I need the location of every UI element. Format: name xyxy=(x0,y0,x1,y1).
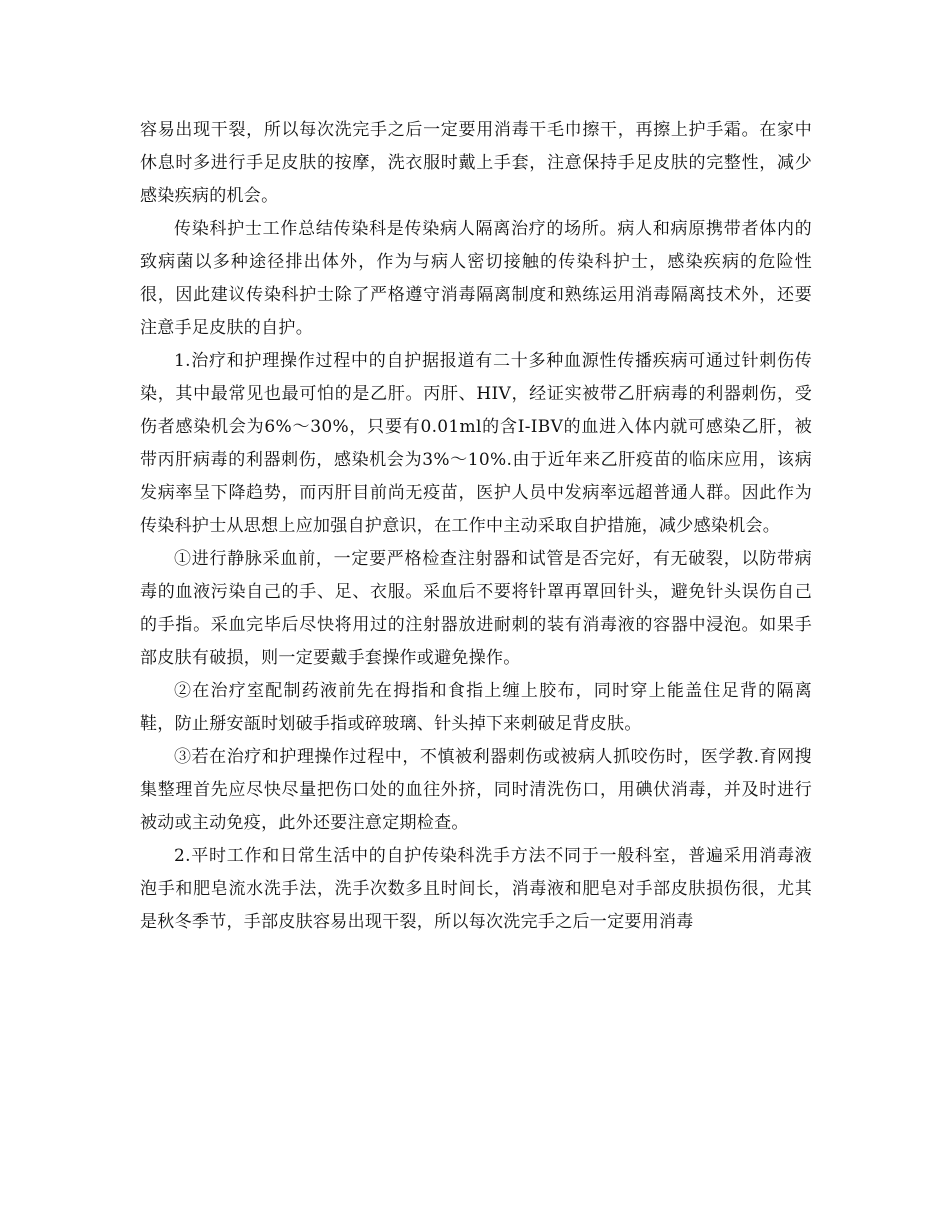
paragraph-1: 容易出现干裂，所以每次洗完手之后一定要用消毒干毛巾擦干，再擦上护手霜。在家中休息时多进行手足皮肤的按摩，洗衣服时戴上手套，注意保持手足皮肤的完整性，减少感染疾病的机会。 xyxy=(140,120,812,206)
paragraph-2: 传染科护士工作总结传染科是传染病人隔离治疗的场所。病人和病原携带者体内的致病菌以多种途径排出体外，作为与病人密切接触的传染科护士，感染疾病的危险性很，因此建议传染科护士除了严格遵守消毒隔离制度和熟练运用消毒隔离技术外，还要注意手足皮肤的自护。 xyxy=(140,219,812,338)
paragraph-7: 2.平时工作和日常生活中的自护传染科洗手方法不同于一般科室，普遍采用消毒液泡手和肥皂流水洗手法，洗手次数多且时间长，消毒液和肥皂对手部皮肤损伤很，尤其是秋冬季节，手部皮肤容易出现干裂，所以每次洗完手之后一定要用消毒 xyxy=(140,846,812,932)
document-body xyxy=(140,114,812,939)
paragraph-3: 1.治疗和护理操作过程中的自护据报道有二十多种血源性传播疾病可通过针刺伤传染，其中最常见也最可怕的是乙肝。丙肝、HIV，经证实被带乙肝病毒的利器刺伤，受伤者感染机会为6%～30%，只要有0.01ml的含I-IBV的血进入体内就可感染乙肝，被带丙肝病毒的利器刺伤，感染机会为3%～10%.由于近年来乙肝疫苗的临床应用，该病发病率呈下降趋势，而丙肝目前尚无疫苗，医护人员中发病率远超普通人群。因此作为传染科护士从思想上应加强自护意识，在工作中主动采取自护措施，减少感染机会。 xyxy=(140,351,812,536)
paragraph-4: ①进行静脉采血前，一定要严格检查注射器和试管是否完好，有无破裂，以防带病毒的血液污染自己的手、足、衣服。采血后不要将针罩再罩回针头，避免针头误伤自己的手指。采血完毕后尽快将用过的注射器放进耐刺的装有消毒液的容器中浸泡。如果手部皮肤有破损，则一定要戴手套操作或避免操作。 xyxy=(140,549,812,668)
paragraph-6: ③若在治疗和护理操作过程中，不慎被利器刺伤或被病人抓咬伤时，医学教.育网搜集整理首先应尽快尽量把伤口处的血往外挤，同时清洗伤口，用碘伏消毒，并及时进行被动或主动免疫，此外还要注意定期检查。 xyxy=(140,747,812,833)
paragraph-5: ②在治疗室配制药液前先在拇指和食指上缠上胶布，同时穿上能盖住足背的隔离鞋，防止掰安瓿时划破手指或碎玻璃、针头掉下来刺破足背皮肤。 xyxy=(140,681,812,734)
